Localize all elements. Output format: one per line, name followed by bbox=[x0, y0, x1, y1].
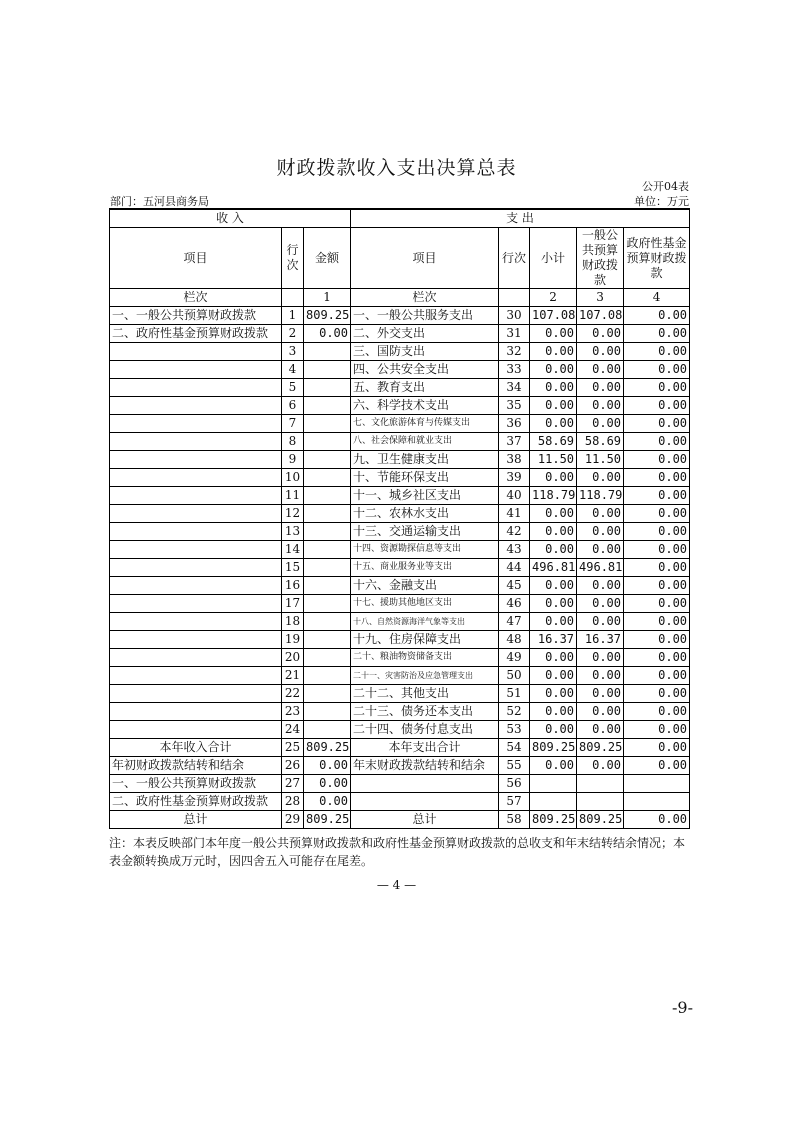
expense-item-cell: 十五、商业服务业等支出 bbox=[351, 559, 499, 577]
expense-row-no-cell: 52 bbox=[499, 703, 530, 721]
subtotal-cell: 0.00 bbox=[530, 721, 577, 739]
expense-row-no-cell: 48 bbox=[499, 631, 530, 649]
income-item-cell: 一、一般公共预算财政拨款 bbox=[110, 775, 282, 793]
general-budget-header: 一般公共预算财政拨款 bbox=[577, 228, 624, 289]
income-row-no-cell: 9 bbox=[282, 451, 304, 469]
income-amount-cell bbox=[304, 667, 351, 685]
table-row bbox=[110, 433, 690, 451]
col-4-label: 4 bbox=[624, 289, 690, 307]
fund-budget-cell: 0.00 bbox=[624, 451, 690, 469]
subtotal-cell: 0.00 bbox=[530, 595, 577, 613]
expense-item-header: 项目 bbox=[351, 228, 499, 289]
income-item-header: 项目 bbox=[110, 228, 282, 289]
general-budget-cell: 0.00 bbox=[577, 649, 624, 667]
fund-budget-cell: 0.00 bbox=[624, 415, 690, 433]
table-row bbox=[110, 793, 690, 811]
expense-row-no-cell: 50 bbox=[499, 667, 530, 685]
fund-budget-cell: 0.00 bbox=[624, 577, 690, 595]
expense-row-no-cell: 33 bbox=[499, 361, 530, 379]
fund-budget-cell: 0.00 bbox=[624, 487, 690, 505]
income-amount-cell bbox=[304, 541, 351, 559]
fund-budget-cell: 0.00 bbox=[624, 433, 690, 451]
table-row bbox=[110, 379, 690, 397]
subtotal-cell: 0.00 bbox=[530, 703, 577, 721]
fund-budget-header: 政府性基金预算财政拨款 bbox=[624, 228, 690, 289]
fund-budget-cell: 0.00 bbox=[624, 613, 690, 631]
table-row bbox=[110, 559, 690, 577]
income-item-cell bbox=[110, 433, 282, 451]
table-row bbox=[110, 343, 690, 361]
general-budget-cell: 809.25 bbox=[577, 811, 624, 829]
general-budget-cell: 0.00 bbox=[577, 397, 624, 415]
income-item-cell: 本年收入合计 bbox=[110, 739, 282, 757]
income-row-no-cell: 22 bbox=[282, 685, 304, 703]
income-row-no-cell: 2 bbox=[282, 325, 304, 343]
subtotal-cell: 0.00 bbox=[530, 397, 577, 415]
general-budget-cell: 11.50 bbox=[577, 451, 624, 469]
expense-row-no-cell: 30 bbox=[499, 307, 530, 325]
income-row-no-cell: 17 bbox=[282, 595, 304, 613]
income-item-cell bbox=[110, 451, 282, 469]
expense-item-cell: 十四、资源勘探信息等支出 bbox=[351, 541, 499, 559]
subtotal-cell: 58.69 bbox=[530, 433, 577, 451]
general-budget-cell: 496.81 bbox=[577, 559, 624, 577]
income-amount-cell: 809.25 bbox=[304, 739, 351, 757]
general-budget-cell: 0.00 bbox=[577, 757, 624, 775]
subtotal-header: 小计 bbox=[530, 228, 577, 289]
subtotal-cell: 118.79 bbox=[530, 487, 577, 505]
expense-item-cell: 九、卫生健康支出 bbox=[351, 451, 499, 469]
subtotal-cell: 0.00 bbox=[530, 343, 577, 361]
income-amount-cell bbox=[304, 577, 351, 595]
income-amount-cell bbox=[304, 559, 351, 577]
table-row bbox=[110, 505, 690, 523]
expense-item-cell: 十一、城乡社区支出 bbox=[351, 487, 499, 505]
income-item-cell bbox=[110, 703, 282, 721]
fund-budget-cell: 0.00 bbox=[624, 325, 690, 343]
subtotal-cell: 0.00 bbox=[530, 361, 577, 379]
fund-budget-cell bbox=[624, 793, 690, 811]
page-title: 财政拨款收入支出决算总表 bbox=[276, 157, 517, 179]
subtotal-cell: 0.00 bbox=[530, 577, 577, 595]
fund-budget-cell bbox=[624, 775, 690, 793]
table-row bbox=[110, 757, 690, 775]
income-amount-cell bbox=[304, 451, 351, 469]
fund-budget-cell: 0.00 bbox=[624, 469, 690, 487]
subtotal-cell: 0.00 bbox=[530, 757, 577, 775]
income-row-no-cell: 16 bbox=[282, 577, 304, 595]
expense-row-no-cell: 44 bbox=[499, 559, 530, 577]
fund-budget-cell: 0.00 bbox=[624, 757, 690, 775]
general-budget-cell: 0.00 bbox=[577, 685, 624, 703]
expense-row-no-cell: 40 bbox=[499, 487, 530, 505]
subtotal-cell: 107.08 bbox=[530, 307, 577, 325]
expense-row-no-cell: 45 bbox=[499, 577, 530, 595]
expense-item-cell: 十、节能环保支出 bbox=[351, 469, 499, 487]
income-row-no-cell: 15 bbox=[282, 559, 304, 577]
expense-item-cell: 二十一、灾害防治及应急管理支出 bbox=[351, 667, 499, 685]
income-item-cell: 年初财政拨款结转和结余 bbox=[110, 757, 282, 775]
income-amount-cell bbox=[304, 505, 351, 523]
table-row bbox=[110, 469, 690, 487]
fund-budget-cell: 0.00 bbox=[624, 541, 690, 559]
income-amount-cell bbox=[304, 631, 351, 649]
page-number: — 4 — bbox=[376, 878, 417, 892]
fund-budget-cell: 0.00 bbox=[624, 595, 690, 613]
expense-row-no-cell: 57 bbox=[499, 793, 530, 811]
table-row bbox=[110, 577, 690, 595]
general-budget-cell: 0.00 bbox=[577, 379, 624, 397]
income-item-cell: 二、政府性基金预算财政拨款 bbox=[110, 325, 282, 343]
table-row bbox=[110, 703, 690, 721]
income-amount-cell bbox=[304, 415, 351, 433]
expense-row-no-cell: 36 bbox=[499, 415, 530, 433]
income-row-no-cell: 12 bbox=[282, 505, 304, 523]
income-row-no-cell: 1 bbox=[282, 307, 304, 325]
income-item-cell bbox=[110, 721, 282, 739]
income-item-cell bbox=[110, 361, 282, 379]
income-item-cell bbox=[110, 631, 282, 649]
general-budget-cell: 0.00 bbox=[577, 343, 624, 361]
expense-row-no-cell: 58 bbox=[499, 811, 530, 829]
fund-budget-cell: 0.00 bbox=[624, 343, 690, 361]
subtotal-cell: 0.00 bbox=[530, 541, 577, 559]
fund-budget-cell: 0.00 bbox=[624, 361, 690, 379]
expense-item-cell: 二十二、其他支出 bbox=[351, 685, 499, 703]
expense-item-cell: 三、国防支出 bbox=[351, 343, 499, 361]
department-label: 部门：五河县商务局 bbox=[110, 195, 209, 208]
income-amount-cell bbox=[304, 487, 351, 505]
unit-label: 单位：万元 bbox=[634, 195, 689, 208]
general-budget-cell: 0.00 bbox=[577, 505, 624, 523]
fund-budget-cell: 0.00 bbox=[624, 307, 690, 325]
income-col-label: 栏次 bbox=[110, 289, 282, 307]
table-row bbox=[110, 649, 690, 667]
subtotal-cell: 0.00 bbox=[530, 415, 577, 433]
expense-item-cell: 六、科学技术支出 bbox=[351, 397, 499, 415]
table-row bbox=[110, 613, 690, 631]
income-item-cell bbox=[110, 541, 282, 559]
subtotal-cell bbox=[530, 793, 577, 811]
table-row bbox=[110, 811, 690, 829]
fund-budget-cell: 0.00 bbox=[624, 721, 690, 739]
expense-row-no-cell: 46 bbox=[499, 595, 530, 613]
income-item-cell bbox=[110, 595, 282, 613]
expense-row-no-cell: 41 bbox=[499, 505, 530, 523]
general-budget-cell: 0.00 bbox=[577, 325, 624, 343]
income-item-cell bbox=[110, 613, 282, 631]
general-budget-cell: 0.00 bbox=[577, 667, 624, 685]
subtotal-cell: 0.00 bbox=[530, 649, 577, 667]
expense-item-cell: 十二、农林水支出 bbox=[351, 505, 499, 523]
general-budget-cell: 0.00 bbox=[577, 469, 624, 487]
expense-row-no-cell: 53 bbox=[499, 721, 530, 739]
expense-item-cell: 五、教育支出 bbox=[351, 379, 499, 397]
income-row-no-cell: 28 bbox=[282, 793, 304, 811]
income-amount-cell bbox=[304, 595, 351, 613]
general-budget-cell bbox=[577, 793, 624, 811]
subtotal-cell: 0.00 bbox=[530, 325, 577, 343]
expense-item-cell: 二、外交支出 bbox=[351, 325, 499, 343]
table-row bbox=[110, 685, 690, 703]
income-item-cell bbox=[110, 487, 282, 505]
income-row-no-cell: 23 bbox=[282, 703, 304, 721]
table-row bbox=[110, 595, 690, 613]
table-row bbox=[110, 721, 690, 739]
expense-row-no-cell: 42 bbox=[499, 523, 530, 541]
budget-table bbox=[109, 208, 690, 829]
table-row bbox=[110, 739, 690, 757]
form-code: 公开04表 bbox=[642, 180, 689, 193]
general-budget-cell: 107.08 bbox=[577, 307, 624, 325]
income-amount-cell bbox=[304, 433, 351, 451]
general-budget-cell: 0.00 bbox=[577, 577, 624, 595]
income-row-no-cell: 19 bbox=[282, 631, 304, 649]
expense-row-no-cell: 37 bbox=[499, 433, 530, 451]
table-row bbox=[110, 415, 690, 433]
subtotal-cell: 809.25 bbox=[530, 739, 577, 757]
expense-row-no-cell: 32 bbox=[499, 343, 530, 361]
general-budget-cell: 118.79 bbox=[577, 487, 624, 505]
subtotal-cell: 0.00 bbox=[530, 685, 577, 703]
expense-item-cell: 四、公共安全支出 bbox=[351, 361, 499, 379]
income-amount-cell: 0.00 bbox=[304, 775, 351, 793]
subtotal-cell: 0.00 bbox=[530, 505, 577, 523]
expense-item-cell: 八、社会保障和就业支出 bbox=[351, 433, 499, 451]
income-item-cell bbox=[110, 559, 282, 577]
income-item-cell: 一、一般公共预算财政拨款 bbox=[110, 307, 282, 325]
table-row bbox=[110, 541, 690, 559]
income-row-no-cell: 29 bbox=[282, 811, 304, 829]
general-budget-cell bbox=[577, 775, 624, 793]
general-budget-cell: 0.00 bbox=[577, 523, 624, 541]
income-amount-cell bbox=[304, 343, 351, 361]
table-note: 注：本表反映部门本年度一般公共预算财政拨款和政府性基金预算财政拨款的总收支和年末结转结余情况；本表金额转换成万元时，因四舍五入可能存在尾差。 bbox=[109, 836, 686, 868]
expense-row-no-cell: 51 bbox=[499, 685, 530, 703]
expense-item-cell bbox=[351, 775, 499, 793]
income-item-cell: 总计 bbox=[110, 811, 282, 829]
income-amount-cell: 809.25 bbox=[304, 307, 351, 325]
table-row bbox=[110, 325, 690, 343]
income-row-no-cell: 7 bbox=[282, 415, 304, 433]
subtotal-cell bbox=[530, 775, 577, 793]
income-item-cell bbox=[110, 577, 282, 595]
subtotal-cell: 0.00 bbox=[530, 523, 577, 541]
income-amount-cell bbox=[304, 469, 351, 487]
income-row-no-header: 行次 bbox=[282, 228, 304, 289]
fund-budget-cell: 0.00 bbox=[624, 397, 690, 415]
fund-budget-cell: 0.00 bbox=[624, 685, 690, 703]
income-item-cell bbox=[110, 685, 282, 703]
income-amount-cell: 0.00 bbox=[304, 325, 351, 343]
expense-header: 支 出 bbox=[351, 209, 690, 228]
subtotal-cell: 496.81 bbox=[530, 559, 577, 577]
subtotal-cell: 0.00 bbox=[530, 613, 577, 631]
income-item-cell bbox=[110, 379, 282, 397]
income-item-cell bbox=[110, 667, 282, 685]
expense-item-cell: 本年支出合计 bbox=[351, 739, 499, 757]
income-row-no-cell: 13 bbox=[282, 523, 304, 541]
expense-row-no-cell: 35 bbox=[499, 397, 530, 415]
expense-row-no-header: 行次 bbox=[499, 228, 530, 289]
fund-budget-cell: 0.00 bbox=[624, 811, 690, 829]
expense-item-cell: 总计 bbox=[351, 811, 499, 829]
expense-item-cell: 十七、援助其他地区支出 bbox=[351, 595, 499, 613]
income-item-cell bbox=[110, 523, 282, 541]
general-budget-cell: 809.25 bbox=[577, 739, 624, 757]
income-row-no-cell: 11 bbox=[282, 487, 304, 505]
income-amount-cell: 809.25 bbox=[304, 811, 351, 829]
table-row bbox=[110, 631, 690, 649]
col-1-label: 1 bbox=[304, 289, 351, 307]
subtotal-cell: 11.50 bbox=[530, 451, 577, 469]
income-row-no-cell: 24 bbox=[282, 721, 304, 739]
general-budget-cell: 0.00 bbox=[577, 595, 624, 613]
income-row-no-cell: 27 bbox=[282, 775, 304, 793]
amount-header: 金额 bbox=[304, 228, 351, 289]
fund-budget-cell: 0.00 bbox=[624, 739, 690, 757]
income-row-no-cell: 4 bbox=[282, 361, 304, 379]
general-budget-cell: 0.00 bbox=[577, 361, 624, 379]
general-budget-cell: 58.69 bbox=[577, 433, 624, 451]
income-item-cell bbox=[110, 397, 282, 415]
income-row-no-cell: 10 bbox=[282, 469, 304, 487]
income-row-no-cell: 6 bbox=[282, 397, 304, 415]
expense-item-cell bbox=[351, 793, 499, 811]
expense-row-no-cell: 47 bbox=[499, 613, 530, 631]
expense-row-no-cell: 43 bbox=[499, 541, 530, 559]
table-row bbox=[110, 451, 690, 469]
fund-budget-cell: 0.00 bbox=[624, 631, 690, 649]
subtotal-cell: 0.00 bbox=[530, 469, 577, 487]
expense-item-cell: 十六、金融支出 bbox=[351, 577, 499, 595]
expense-item-cell: 十三、交通运输支出 bbox=[351, 523, 499, 541]
income-amount-cell: 0.00 bbox=[304, 757, 351, 775]
general-budget-cell: 16.37 bbox=[577, 631, 624, 649]
income-amount-cell: 0.00 bbox=[304, 793, 351, 811]
subtotal-cell: 16.37 bbox=[530, 631, 577, 649]
income-item-cell bbox=[110, 505, 282, 523]
expense-item-cell: 二十三、债务还本支出 bbox=[351, 703, 499, 721]
income-header: 收 入 bbox=[110, 209, 351, 228]
income-row-no-cell: 26 bbox=[282, 757, 304, 775]
subtotal-cell: 0.00 bbox=[530, 667, 577, 685]
income-item-cell bbox=[110, 649, 282, 667]
expense-item-cell: 二十、粮油物资储备支出 bbox=[351, 649, 499, 667]
fund-budget-cell: 0.00 bbox=[624, 523, 690, 541]
income-row-no-cell: 18 bbox=[282, 613, 304, 631]
table-row bbox=[110, 361, 690, 379]
table-row bbox=[110, 775, 690, 793]
expense-item-cell: 一、一般公共服务支出 bbox=[351, 307, 499, 325]
table-row bbox=[110, 397, 690, 415]
income-row-no-cell: 21 bbox=[282, 667, 304, 685]
income-item-cell bbox=[110, 343, 282, 361]
col-2-label: 2 bbox=[530, 289, 577, 307]
expense-item-cell: 十九、住房保障支出 bbox=[351, 631, 499, 649]
expense-row-no-cell: 31 bbox=[499, 325, 530, 343]
general-budget-cell: 0.00 bbox=[577, 415, 624, 433]
fund-budget-cell: 0.00 bbox=[624, 667, 690, 685]
expense-row-no-cell: 39 bbox=[499, 469, 530, 487]
subtotal-cell: 0.00 bbox=[530, 379, 577, 397]
income-amount-cell bbox=[304, 703, 351, 721]
income-amount-cell bbox=[304, 523, 351, 541]
expense-row-no-cell: 38 bbox=[499, 451, 530, 469]
page-number-secondary: -9- bbox=[672, 998, 693, 1017]
income-amount-cell bbox=[304, 685, 351, 703]
fund-budget-cell: 0.00 bbox=[624, 379, 690, 397]
income-amount-cell bbox=[304, 379, 351, 397]
expense-row-no-cell: 55 bbox=[499, 757, 530, 775]
table-row bbox=[110, 523, 690, 541]
expense-item-cell: 年末财政拨款结转和结余 bbox=[351, 757, 499, 775]
table-row bbox=[110, 667, 690, 685]
general-budget-cell: 0.00 bbox=[577, 541, 624, 559]
expense-row-no-cell: 56 bbox=[499, 775, 530, 793]
table-row bbox=[110, 307, 690, 325]
income-item-cell: 二、政府性基金预算财政拨款 bbox=[110, 793, 282, 811]
expense-row-no-cell: 49 bbox=[499, 649, 530, 667]
subtotal-cell: 809.25 bbox=[530, 811, 577, 829]
income-amount-cell bbox=[304, 613, 351, 631]
expense-row-no-cell: 54 bbox=[499, 739, 530, 757]
fund-budget-cell: 0.00 bbox=[624, 559, 690, 577]
income-row-no-cell: 20 bbox=[282, 649, 304, 667]
general-budget-cell: 0.00 bbox=[577, 721, 624, 739]
income-row-no-cell: 25 bbox=[282, 739, 304, 757]
income-amount-cell bbox=[304, 397, 351, 415]
fund-budget-cell: 0.00 bbox=[624, 703, 690, 721]
income-amount-cell bbox=[304, 649, 351, 667]
general-budget-cell: 0.00 bbox=[577, 703, 624, 721]
income-row-no-cell: 8 bbox=[282, 433, 304, 451]
expense-item-cell: 十八、自然资源海洋气象等支出 bbox=[351, 613, 499, 631]
expense-col-label: 栏次 bbox=[351, 289, 499, 307]
income-row-no-cell: 14 bbox=[282, 541, 304, 559]
income-row-no-cell: 5 bbox=[282, 379, 304, 397]
expense-item-cell: 二十四、债务付息支出 bbox=[351, 721, 499, 739]
income-item-cell bbox=[110, 415, 282, 433]
income-amount-cell bbox=[304, 721, 351, 739]
fund-budget-cell: 0.00 bbox=[624, 649, 690, 667]
expense-item-cell: 七、文化旅游体育与传媒支出 bbox=[351, 415, 499, 433]
income-item-cell bbox=[110, 469, 282, 487]
fund-budget-cell: 0.00 bbox=[624, 505, 690, 523]
general-budget-cell: 0.00 bbox=[577, 613, 624, 631]
table-row bbox=[110, 487, 690, 505]
expense-row-no-cell: 34 bbox=[499, 379, 530, 397]
col-3-label: 3 bbox=[577, 289, 624, 307]
income-amount-cell bbox=[304, 361, 351, 379]
income-row-no-cell: 3 bbox=[282, 343, 304, 361]
